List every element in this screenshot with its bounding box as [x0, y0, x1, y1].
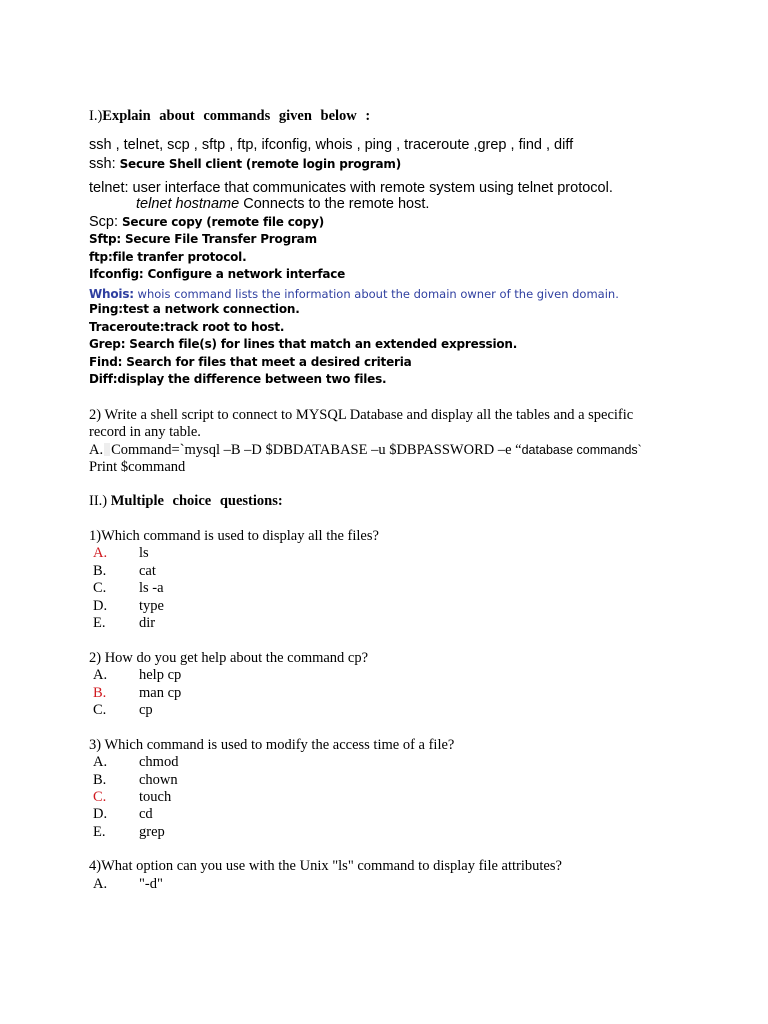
mcq-2-option-c-text: cp — [139, 702, 153, 718]
item-telnet — [89, 181, 613, 196]
mcq-3-question: 3) Which command is used to modify the access time of a file? — [89, 737, 455, 753]
item-grep — [89, 338, 517, 350]
question-2-line-2: record in any table. — [89, 424, 201, 440]
item-desc: track root to host. — [164, 320, 285, 334]
section-1-title: Explain about commands given below : — [102, 108, 371, 124]
item-term: ssh: — [89, 156, 116, 172]
item-term: Scp: — [89, 214, 119, 230]
mcq-1-option-e-letter: E. — [93, 615, 106, 631]
item-ifconfig — [89, 268, 345, 280]
item-desc: Search file(s) for lines that match an extended expression. — [125, 337, 518, 351]
mcq-3-option-d-letter: D. — [93, 806, 108, 822]
mcq-3-option-a-text: chmod — [139, 754, 179, 770]
item-desc: Secure copy (remote file copy) — [118, 215, 324, 229]
mcq-2-question: 2) How do you get help about the command cp? — [89, 650, 369, 666]
question-2-line-1: 2) Write a shell script to connect to MYSQL Database and display all the tables and a specific — [89, 407, 634, 423]
item-desc: Secure File Transfer Program — [121, 232, 317, 246]
section-2-title: Multiple choice questions: — [110, 493, 283, 509]
item-find — [89, 356, 412, 368]
item-desc: user interface that communicates with remote system using telnet protocol. — [128, 180, 613, 196]
item-desc: Search for files that meet a desired criteria — [122, 355, 412, 369]
mcq-1-question: 1)Which command is used to display all the files? — [89, 528, 379, 544]
item-term: Diff: — [89, 372, 118, 386]
mcq-3-option-e-text: grep — [139, 824, 165, 840]
section-1-heading — [89, 109, 370, 124]
question-2-answer — [89, 443, 642, 458]
item-telnet-hostname — [136, 197, 429, 212]
item-desc: whois command lists the information about the domain owner of the given domain. — [133, 287, 619, 301]
item-desc: file tranfer protocol. — [112, 250, 247, 264]
item-term: Find: — [89, 355, 123, 369]
answer-prefix: A. — [89, 442, 104, 458]
item-term: Ping: — [89, 302, 123, 316]
item-ssh — [89, 156, 401, 172]
mcq-3-option-e-letter: E. — [93, 824, 106, 840]
item-ftp — [89, 251, 246, 263]
section-2-heading — [89, 494, 283, 509]
item-term: Whois: — [89, 287, 134, 301]
mcq-4-option-a-letter: A. — [93, 876, 108, 892]
item-diff — [89, 373, 386, 385]
item-sftp — [89, 233, 317, 245]
item-term: telnet hostname — [136, 196, 240, 212]
item-term: Grep: — [89, 337, 126, 351]
item-term: Sftp: — [89, 232, 121, 246]
mcq-4-option-a-text: "-d" — [139, 876, 163, 892]
mcq-4-question: 4)What option can you use with the Unix "ls" command to display file attributes? — [89, 858, 562, 874]
answer-main: Command=`mysql –B –D $DBDATABASE –u $DBPASSWORD –e “ — [111, 442, 522, 458]
item-term: ftp: — [89, 250, 113, 264]
mcq-1-option-c-text: ls -a — [139, 580, 164, 596]
mcq-1-option-d-letter: D. — [93, 598, 108, 614]
section-2-prefix: II.) — [89, 493, 108, 509]
mcq-2-option-b-text: man cp — [139, 685, 182, 701]
answer-tail: database commands` — [521, 443, 642, 457]
mcq-1-option-e-text: dir — [139, 615, 156, 631]
item-desc: Configure a network interface — [143, 267, 346, 281]
mcq-1-option-a-text: ls — [139, 545, 149, 561]
mcq-2-option-b-letter: B. — [93, 685, 107, 701]
mcq-3-option-b-text: chown — [139, 772, 178, 788]
item-desc: test a network connection. — [122, 302, 300, 316]
mcq-2-option-a-letter: A. — [93, 667, 108, 683]
item-ping — [89, 303, 300, 315]
item-term: Ifconfig: — [89, 267, 144, 281]
mcq-3-option-b-letter: B. — [93, 772, 107, 788]
item-desc: Connects to the remote host. — [239, 196, 430, 212]
mcq-3-option-c-text: touch — [139, 789, 172, 805]
question-2-print: Print $command — [89, 459, 186, 475]
text-cursor — [104, 443, 110, 456]
item-whois — [89, 286, 619, 302]
mcq-2-option-c-letter: C. — [93, 702, 107, 718]
item-scp — [89, 214, 324, 230]
mcq-1-option-d-text: type — [139, 598, 164, 614]
mcq-1-option-b-text: cat — [139, 563, 156, 579]
mcq-1-option-a-letter: A. — [93, 545, 108, 561]
item-term: telnet: — [89, 180, 129, 196]
command-list: ssh , telnet, scp , sftp , ftp, ifconfig, whois , ping , traceroute ,grep , find , diff — [89, 137, 574, 153]
mcq-2-option-a-text: help cp — [139, 667, 182, 683]
mcq-1-option-c-letter: C. — [93, 580, 107, 596]
item-term: Traceroute: — [89, 320, 165, 334]
section-1-prefix: I.) — [89, 108, 103, 124]
item-traceroute — [89, 321, 284, 333]
mcq-3-option-a-letter: A. — [93, 754, 108, 770]
mcq-1-option-b-letter: B. — [93, 563, 107, 579]
item-desc: display the difference between two files. — [117, 372, 387, 386]
mcq-3-option-d-text: cd — [139, 806, 153, 822]
mcq-3-option-c-letter: C. — [93, 789, 107, 805]
item-desc: Secure Shell client (remote login program) — [115, 157, 401, 171]
